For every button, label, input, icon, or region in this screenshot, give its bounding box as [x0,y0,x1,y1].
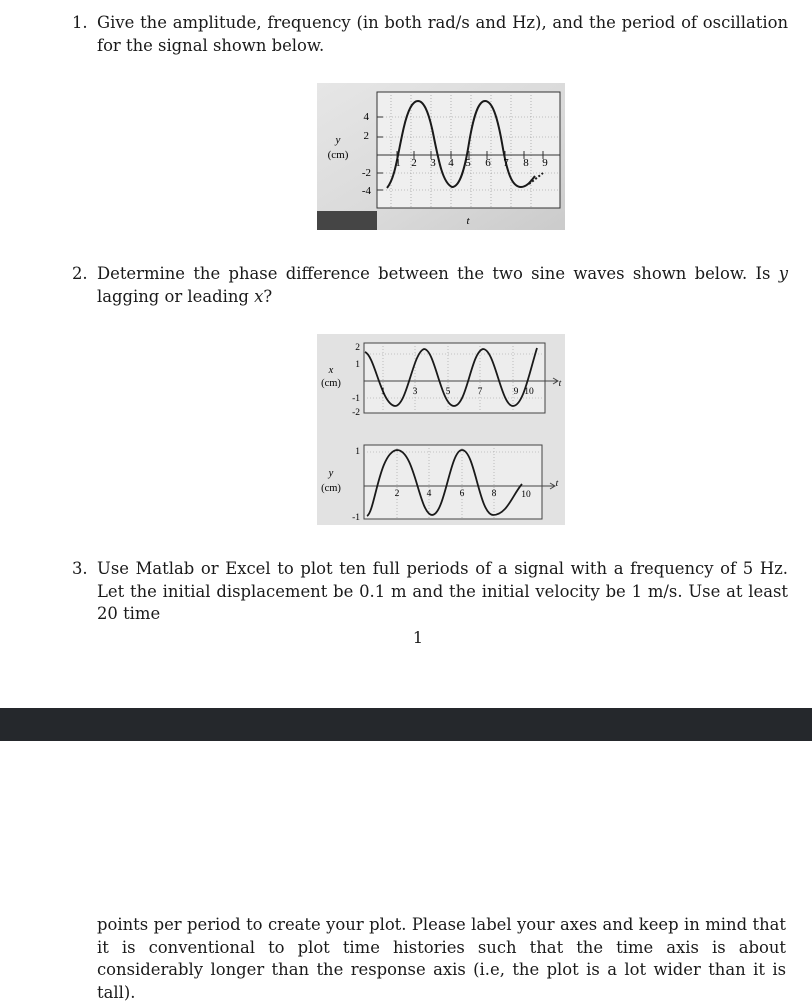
figure-2-bottom-xtick: 6 [459,489,465,499]
figure-2-bottom-ytick: -1 [352,513,360,523]
figure-2-top-xtick: 10 [524,387,534,397]
figure-2-top-axis-var: t [558,379,562,389]
question-2-number: 2. [72,264,88,283]
figure-1-xtick-label: 9 [542,157,548,169]
figure-1-ytick-label: -2 [361,167,371,179]
figure-2-top-ytick: -2 [352,408,360,418]
question-1-number: 1. [72,13,88,32]
figure-1-ylabel-unit: (cm) [327,149,349,161]
figure-1-xtick-label: 6 [485,157,491,169]
question-2-var-x: x [254,286,264,306]
figure-2-bottom-label-var: y [328,468,334,479]
figure-1-shadow [317,211,377,230]
figure-2-top-ytick: 1 [355,360,360,370]
figure-2-svg [317,334,565,525]
figure-1-xtick-label: 1 [395,157,401,169]
figure-2-bottom-xtick: 10 [521,490,531,500]
figure-1-photo [317,83,565,230]
question-3-text: Use Matlab or Excel to plot ten full periods of a signal with a frequency of 5 Hz. Let the initial displacement be 0.1 m and the initial velocity be 1 m/s. Use at least 20 time [97,559,788,623]
figure-2-top-xtick: 5 [445,387,451,397]
figure-2-bottom-axis-var: t [555,479,559,489]
question-2 [72,263,788,308]
question-2-var-y: y [778,264,789,283]
figure-1-xtick-label: 4 [448,157,454,169]
figure-1-xtick-label: 2 [411,157,417,169]
figure-2-top-label-var: x [328,365,334,376]
figure-1-xtick-label: 7 [503,157,509,169]
figure-1-svg [317,83,565,230]
figure-1-ytick-label: 4 [363,111,369,123]
figure-2-top-xtick: 3 [412,387,418,397]
question-1 [72,12,788,57]
figure-2-photo [317,334,565,525]
figure-2-bottom-frame [364,445,542,519]
figure-2-top-xtick: 9 [513,387,519,397]
figure-2-top-ytick: -1 [352,394,360,404]
figure-1-ytick-label: -4 [361,185,371,197]
question-3-number: 3. [72,559,88,578]
figure-2-bottom-xtick: 4 [426,489,432,499]
figure-1-ylabel-var: y [335,134,341,146]
figure-1-xtick-label: 3 [430,157,436,169]
question-2-text-end: ? [263,286,273,306]
question-2-text [97,263,788,308]
figure-1-xlabel: t [466,215,470,227]
figure-2-bottom-xtick: 2 [394,489,400,499]
figure-1-ytick-label: 2 [363,130,369,142]
figure-1-xtick-label: 8 [523,157,529,169]
page-2 [0,741,812,1003]
figure-2-bottom-label-unit: (cm) [321,483,341,494]
question-1-text: Give the amplitude, frequency (in both rad/s and Hz), and the period of oscillation for the signal shown below. [97,13,788,55]
figure-2-bottom-xtick: 8 [491,489,497,499]
question-3 [72,558,788,626]
figure-2-top-ytick: 2 [355,343,360,353]
question-2-text-pre: Determine the phase difference between the two sine waves shown below. Is [97,264,771,283]
question-3-continued: points per period to create your plot. Please label your axes and keep in mind that it is conventional to plot time histories such that the time axis is about considerably longer than the response axis (i.e, the plot is a lot wider than it is tall). [97,915,786,1002]
page-number: 1 [412,628,424,647]
figure-2-top-xtick: 1 [380,387,386,397]
figure-2-top-xtick: 7 [477,387,483,397]
figure-1-xtick-label: 5 [465,157,471,169]
page-divider [0,708,812,741]
question-2-text-mid: lagging or leading [97,286,249,306]
figure-2-bottom-ytick: 1 [355,447,360,457]
figure-2-top-label-unit: (cm) [321,378,341,389]
